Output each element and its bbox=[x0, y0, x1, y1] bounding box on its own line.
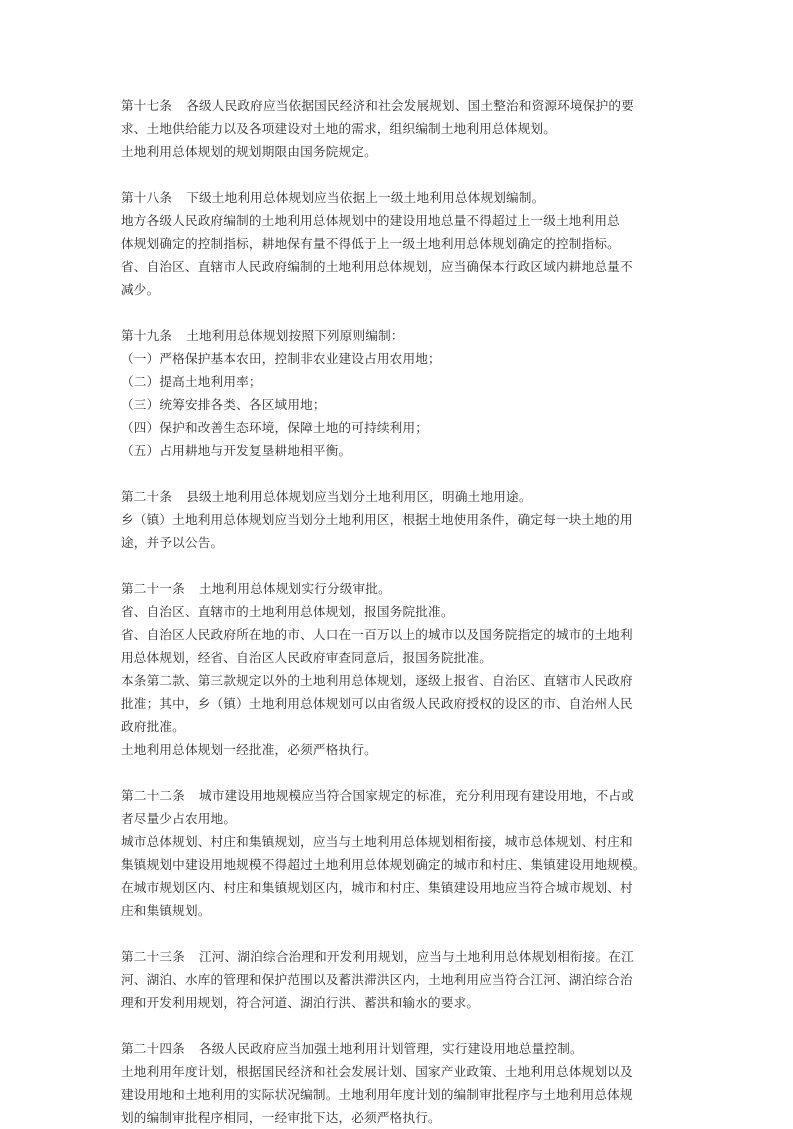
text-line bbox=[121, 945, 733, 968]
text-line bbox=[121, 968, 733, 991]
article-block bbox=[121, 577, 733, 761]
line-text: （一）严格保护基本农田，控制非农业建设占用农用地； bbox=[121, 351, 441, 366]
line-text: 各级人民政府应当依据国民经济和社会发展规划、国土整治和资源环境保护的要 bbox=[186, 98, 634, 113]
text-line bbox=[121, 416, 733, 439]
line-text: 城市总体规划、村庄和集镇规划，应当与土地利用总体规划相衔接，城市总体规划、村庄和 bbox=[121, 834, 633, 849]
article-number: 第十九条 bbox=[121, 328, 173, 343]
text-line bbox=[121, 853, 733, 876]
line-text: 下级土地利用总体规划应当依据上一级土地利用总体规划编制。 bbox=[186, 190, 545, 205]
line-text: （三）统筹安排各类、各区域用地； bbox=[121, 397, 326, 412]
line-text: 建设用地和土地利用的实际状况编制。土地利用年度计划的编制审批程序与土地利用总体规 bbox=[121, 1087, 633, 1102]
article-number: 第十七条 bbox=[121, 98, 173, 113]
text-line bbox=[121, 255, 733, 278]
text-line bbox=[121, 370, 733, 393]
text-line bbox=[121, 646, 733, 669]
text-line bbox=[121, 140, 733, 163]
text-line bbox=[121, 1106, 733, 1129]
line-text: 城市建设用地规模应当符合国家规定的标准，充分利用现有建设用地，不占或 bbox=[198, 788, 634, 803]
line-text: （五）占用耕地与开发复垦耕地相平衡。 bbox=[121, 443, 352, 458]
text-line bbox=[121, 623, 733, 646]
text-line bbox=[121, 209, 733, 232]
article-number: 第二十条 bbox=[121, 489, 173, 504]
line-text: 省、自治区、直辖市人民政府编制的土地利用总体规划，应当确保本行政区域内耕地总量不 bbox=[121, 259, 633, 274]
line-text: 本条第二款、第三款规定以外的土地利用总体规划，逐级上报省、自治区、直辖市人民政府 bbox=[121, 673, 633, 688]
article-number: 第二十一条 bbox=[121, 581, 185, 596]
article-number: 第二十三条 bbox=[121, 949, 185, 964]
text-line bbox=[121, 232, 733, 255]
line-text: 集镇规划中建设用地规模不得超过土地利用总体规划确定的城市和村庄、集镇建设用地规模。 bbox=[121, 857, 646, 872]
line-text: 批准；其中，乡（镇）土地利用总体规划可以由省级人民政府授权的设区的市、自治州人民 bbox=[121, 696, 633, 711]
line-text: 土地利用总体规划的规划期限由国务院规定。 bbox=[121, 144, 377, 159]
line-text: 江河、湖泊综合治理和开发利用规划，应当与土地利用总体规划相衔接。在江 bbox=[198, 949, 634, 964]
line-text: 体规划确定的控制指标，耕地保有量不得低于上一级土地利用总体规划确定的控制指标。 bbox=[121, 236, 620, 251]
line-text: 途，并予以公告。 bbox=[121, 535, 224, 550]
text-line bbox=[121, 807, 733, 830]
line-text: 各级人民政府应当加强土地利用计划管理，实行建设用地总量控制。 bbox=[198, 1041, 583, 1056]
line-text: 河、湖泊、水库的管理和保护范围以及蓄洪滞洪区内，土地利用应当符合江河、湖泊综合治 bbox=[121, 972, 633, 987]
line-text: 政府批准。 bbox=[121, 719, 185, 734]
text-line bbox=[121, 738, 733, 761]
line-text: 求、土地供给能力以及各项建设对土地的需求，组织编制土地利用总体规划。 bbox=[121, 121, 556, 136]
text-line bbox=[121, 876, 733, 899]
text-line bbox=[121, 508, 733, 531]
line-text: 庄和集镇规划。 bbox=[121, 903, 211, 918]
line-text: 用总体规划，经省、自治区人民政府审查同意后，报国务院批准。 bbox=[121, 650, 493, 665]
line-text: 土地利用总体规划按照下列原则编制： bbox=[186, 328, 404, 343]
text-line bbox=[121, 692, 733, 715]
text-line bbox=[121, 600, 733, 623]
line-text: 地方各级人民政府编制的土地利用总体规划中的建设用地总量不得超过上一级土地利用总 bbox=[121, 213, 620, 228]
text-line bbox=[121, 94, 733, 117]
line-text: 县级土地利用总体规划应当划分土地利用区，明确土地用途。 bbox=[186, 489, 532, 504]
line-text: （四）保护和改善生态环境，保障土地的可持续利用； bbox=[121, 420, 429, 435]
line-text: 者尽量少占农用地。 bbox=[121, 811, 237, 826]
line-text: 在城市规划区内、村庄和集镇规划区内，城市和村庄、集镇建设用地应当符合城市规划、村 bbox=[121, 880, 633, 895]
line-text: 理和开发利用规划，符合河道、湖泊行洪、蓄洪和输水的要求。 bbox=[121, 995, 480, 1010]
text-line bbox=[121, 186, 733, 209]
text-line bbox=[121, 393, 733, 416]
text-line bbox=[121, 830, 733, 853]
line-text: 土地利用总体规划实行分级审批。 bbox=[198, 581, 391, 596]
text-line bbox=[121, 899, 733, 922]
text-line bbox=[121, 1083, 733, 1106]
line-text: 省、自治区人民政府所在地的市、人口在一百万以上的城市以及国务院指定的城市的土地利 bbox=[121, 627, 633, 642]
text-line bbox=[121, 278, 733, 301]
text-line bbox=[121, 1037, 733, 1060]
article-number: 第二十二条 bbox=[121, 788, 185, 803]
article-block bbox=[121, 1037, 733, 1129]
article-block bbox=[121, 784, 733, 922]
article-block bbox=[121, 186, 733, 301]
text-line bbox=[121, 347, 733, 370]
article-block bbox=[121, 324, 733, 462]
text-line bbox=[121, 784, 733, 807]
article-number: 第十八条 bbox=[121, 190, 173, 205]
text-line bbox=[121, 1060, 733, 1083]
line-text: 划的编制审批程序相同，一经审批下达，必须严格执行。 bbox=[121, 1110, 441, 1125]
text-line bbox=[121, 485, 733, 508]
article-block bbox=[121, 485, 733, 554]
line-text: 减少。 bbox=[121, 282, 160, 297]
line-text: 乡（镇）土地利用总体规划应当划分土地利用区，根据土地使用条件，确定每一块土地的用 bbox=[121, 512, 633, 527]
text-line bbox=[121, 324, 733, 347]
line-text: （二）提高土地利用率； bbox=[121, 374, 262, 389]
text-line bbox=[121, 715, 733, 738]
text-line bbox=[121, 531, 733, 554]
text-line bbox=[121, 577, 733, 600]
text-line bbox=[121, 669, 733, 692]
text-line bbox=[121, 117, 733, 140]
line-text: 土地利用年度计划，根据国民经济和社会发展计划、国家产业政策、土地利用总体规划以及 bbox=[121, 1064, 633, 1079]
article-block bbox=[121, 945, 733, 1014]
text-line bbox=[121, 991, 733, 1014]
article-number: 第二十四条 bbox=[121, 1041, 185, 1056]
line-text: 土地利用总体规划一经批准，必须严格执行。 bbox=[121, 742, 377, 757]
article-block bbox=[121, 94, 733, 163]
line-text: 省、自治区、直辖市的土地利用总体规划，报国务院批准。 bbox=[121, 604, 454, 619]
text-line bbox=[121, 439, 733, 462]
